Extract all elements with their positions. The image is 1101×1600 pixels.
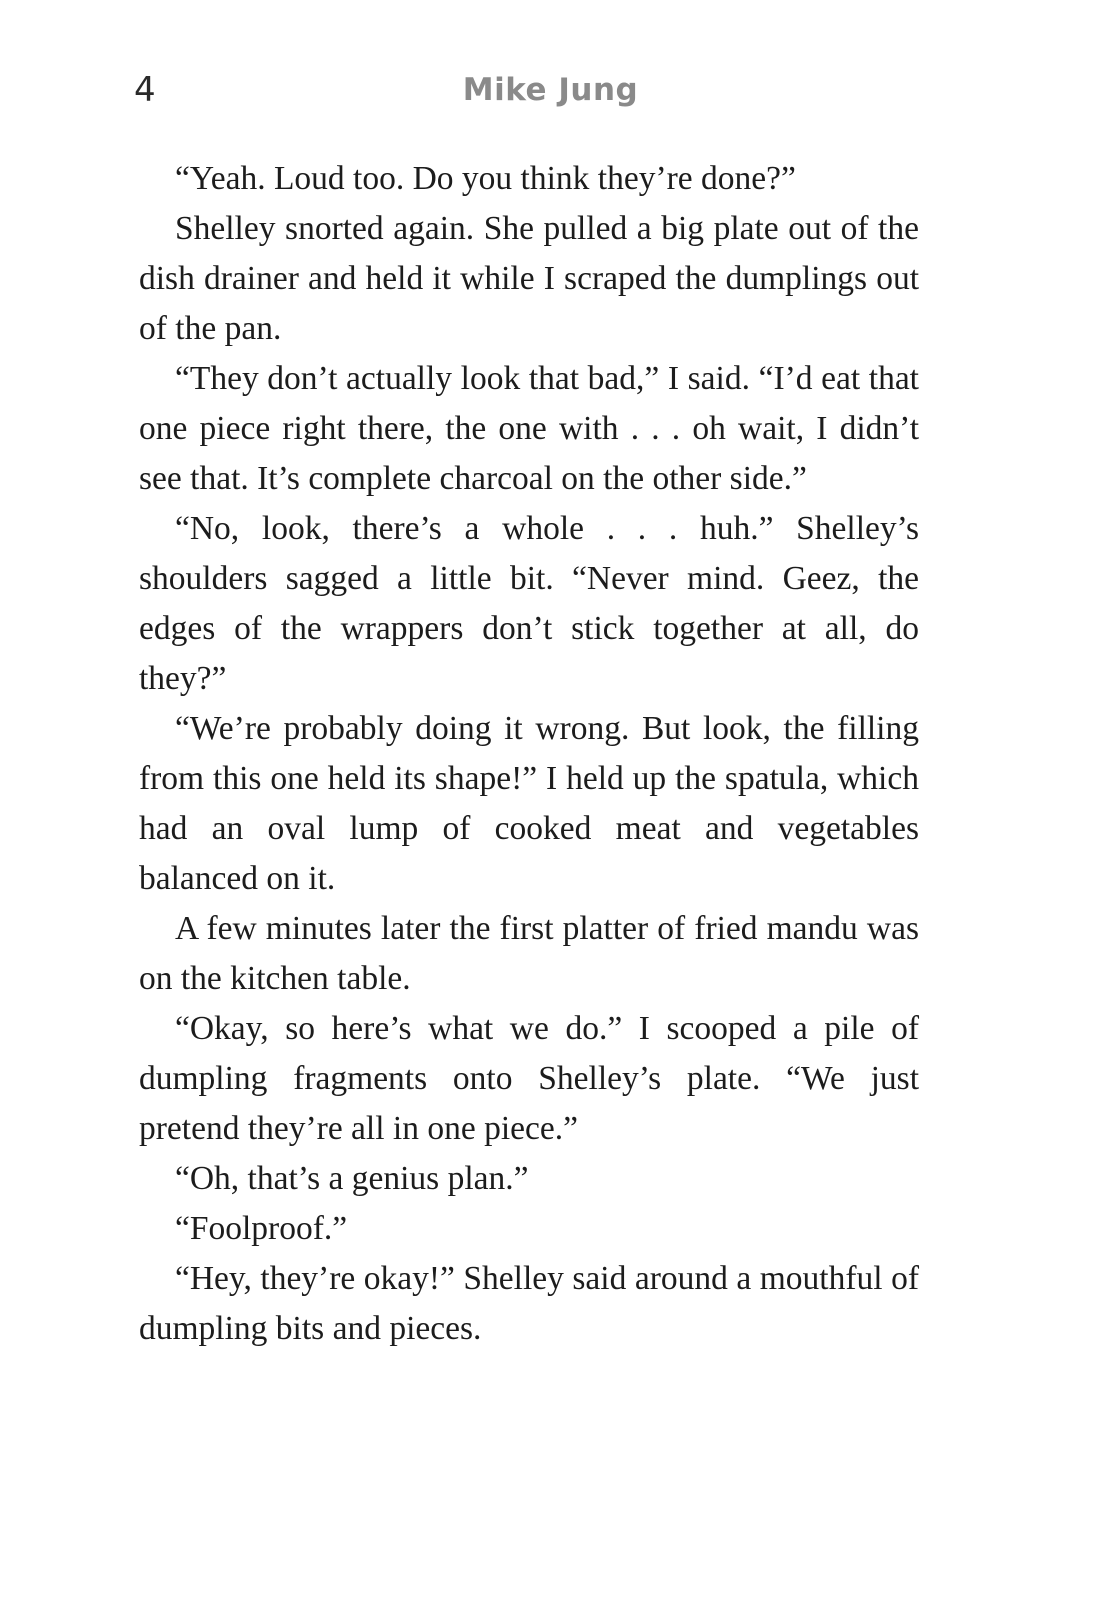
paragraph: “We’re probably doing it wrong. But look, the filling from this one held its shape!” I held up the spatula, which had an oval lump of cooked meat and vegetables balanced on it.: [139, 710, 919, 897]
paragraph: “Yeah. Loud too. Do you think they’re done?”: [175, 160, 796, 197]
paragraph: “Hey, they’re okay!” Shelley said around a mouthful of dumpling bits and pieces.: [139, 1260, 919, 1347]
paragraph: Shelley snorted again. She pulled a big plate out of the dish drainer and held it while I scraped the dumplings out of the pan.: [139, 210, 919, 347]
page-number: 4: [134, 70, 156, 110]
paragraph: A few minutes later the first platter of fried mandu was on the kitchen table.: [139, 910, 919, 997]
body-text: [139, 154, 919, 1354]
paragraph: “No, look, there’s a whole . . . huh.” Shelley’s shoulders sagged a little bit. “Never mind. Geez, the edges of the wrappers don’t stick together at all, do they?”: [139, 510, 919, 697]
paragraph: “Okay, so here’s what we do.” I scooped a pile of dumpling fragments onto Shelley’s plate. “We just pretend they’re all in one piece.”: [139, 1010, 919, 1147]
paragraph: “Foolproof.”: [175, 1210, 348, 1247]
paragraph: “They don’t actually look that bad,” I said. “I’d eat that one piece right there, the one with . . . oh wait, I didn’t see that. It’s complete charcoal on the other side.”: [139, 360, 919, 497]
paragraph: “Oh, that’s a genius plan.”: [175, 1160, 529, 1197]
running-head-author: Mike Jung: [462, 72, 639, 108]
